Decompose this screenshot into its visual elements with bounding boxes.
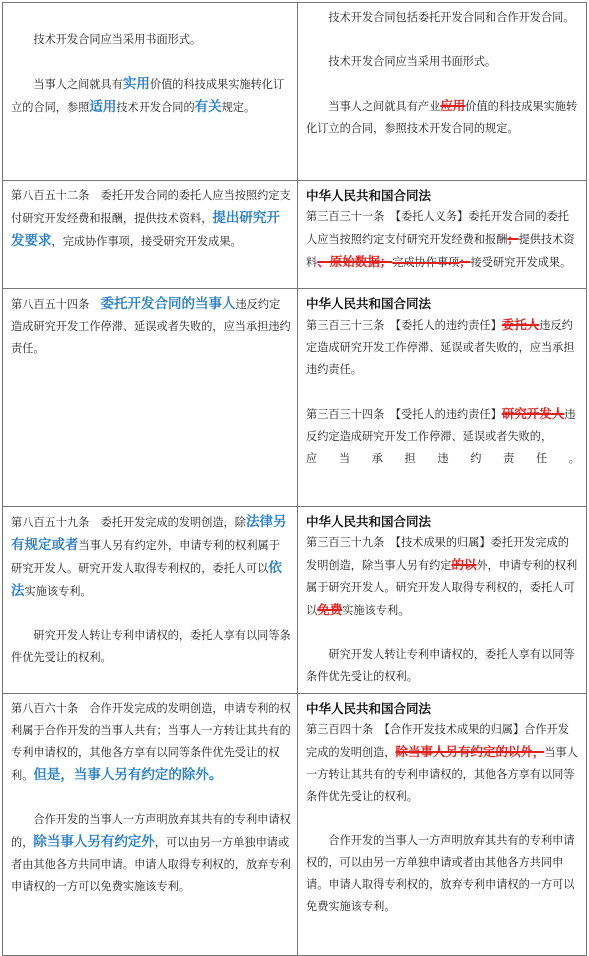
article-text: 第三百三十四条 【受托人的违约责任】研究开发人违反约定造成研究开发工作停滞、延误或者失败的， [306, 406, 576, 443]
revision-mark: ， [533, 745, 545, 759]
contract-law-cell [298, 181, 587, 289]
paragraph: 合作开发的当事人一方声明放弃其共有的专利申请权的，可以由另一方单独申请或者由其他各方共同申请。申请人取得专利权的，放弃专利申请权的一方可以免费实施该专利。 [306, 834, 575, 913]
paragraph: 技术开发合同应当采用书面形式。 [33, 33, 202, 46]
article-text: 应当承担违约责任。 [306, 452, 580, 465]
emphasis-text: 适用 [89, 99, 117, 115]
article-text: 第三百三十一条 【委托人义务】委托开发合同的委托人应当按照约定支付研究开发经费和报酬；提供技术资料、原始数据；完成协作事项；接受研究开发成果。 [306, 210, 575, 269]
article-text: 第八百五十九条 委托开发完成的发明创造，除法律另有规定或者当事人另有约定外，申请专利的权利属于研究开发人。研究开发人取得专利权的，委托人可以依法实施该专利。 [11, 514, 287, 599]
comparison-table [2, 2, 587, 956]
paragraph: 研究开发人转让专利申请权的，委托人享有以同等条件优先受让的权利。 [306, 648, 575, 683]
contract-law-cell [298, 694, 587, 956]
contract-law-cell [298, 3, 587, 181]
paragraph: 合作开发的当事人一方声明放弃其共有的专利申请权的，除当事人另有约定外，可以由另一方单独申请或者由其他各方共同申请。申请人取得专利权的，放弃专利申请权的一方可以免费实施该专利。 [11, 813, 291, 893]
civil-code-cell [3, 289, 298, 507]
emphasis-text: 依法 [11, 560, 282, 599]
table-row [3, 507, 587, 694]
revision-mark: 除当事人另有约定的以外 [395, 744, 534, 759]
revision-mark: 免费 [317, 602, 343, 617]
contract-law-cell [298, 507, 587, 694]
law-title: 中华人民共和国合同法 [306, 296, 432, 311]
emphasis-text: 除当事人另有约定外 [33, 834, 155, 850]
emphasis-text: 法律另有规定或者 [11, 514, 287, 553]
contract-law-cell [298, 289, 587, 507]
revision-mark: 委托人 [501, 317, 540, 332]
article-text: 第三百四十条 【合作开发技术成果的归属】合作开发完成的发明创造，除当事人另有约定的以外，当事人一方转让其共有的专利申请权的，其他各方享有以同等条件优先受让的权利。 [306, 723, 578, 803]
revision-mark: ； [507, 232, 519, 246]
table-row [3, 289, 587, 507]
emphasis-text: 提出研究开发要求 [11, 210, 280, 249]
table-row [3, 181, 587, 289]
table-row [3, 694, 587, 956]
law-title: 中华人民共和国合同法 [306, 188, 432, 203]
emphasis-text: 但是，当事人另有约定的除外。 [33, 767, 223, 783]
article-text: 第八百五十四条 委托开发合同的当事人违反约定造成研究开发工作停滞、延误或者失败的，应当承担违约责任。 [11, 296, 291, 355]
revision-mark: 研究开发人 [501, 406, 565, 421]
civil-code-cell [3, 3, 298, 181]
law-title: 中华人民共和国合同法 [306, 701, 432, 716]
revision-mark: 应用 [440, 98, 466, 113]
article-text: 第八百五十二条 委托开发合同的委托人应当按照约定支付研究开发经费和报酬，提供技术资料，提出研究开发要求，完成协作事项，接受研究开发成果。 [11, 189, 291, 249]
article-text: 第三百三十三条 【委托人的违约责任】委托人违反约定造成研究开发工作停滞、延误或者失败的，应当承担违约责任。 [306, 317, 575, 376]
paragraph: 当事人之间就具有产业应用价值的科技成果实施转化订立的合同，参照技术开发合同的规定。 [306, 98, 578, 135]
emphasis-text: 实用 [122, 76, 150, 92]
article-text: 第八百六十条 合作开发完成的发明创造，申请专利的权利属于合作开发的当事人共有；当事人一方转让其共有的专利申请权的，其他各方享有以同等条件优先受让的权利。但是，当事人另有约定的除外。 [11, 702, 291, 783]
article-text: 第三百三十九条 【技术成果的归属】委托开发完成的发明创造，除当事人另有约定的以外，申请专利的权利属于研究开发人。研究开发人取得专利权的，委托人可以免费实施该专利。 [306, 536, 578, 617]
paragraph: 当事人之间就具有实用价值的科技成果实施转化订立的合同，参照适用技术开发合同的有关规定。 [11, 76, 285, 115]
civil-code-cell [3, 694, 298, 956]
law-title: 中华人民共和国合同法 [306, 514, 432, 529]
revision-mark: 完成协作事项 [392, 256, 460, 269]
revision-mark: ； [459, 255, 471, 269]
emphasis-text: 委托开发合同的当事人 [100, 296, 236, 312]
revision-mark: 的以 [451, 557, 477, 572]
table-row [3, 3, 587, 181]
revision-mark: 、原始数据； [317, 254, 393, 269]
paragraph: 技术开发合同包括委托开发合同和合作开发合同。 [328, 11, 575, 24]
civil-code-cell [3, 507, 298, 694]
emphasis-text: 有关 [194, 99, 222, 115]
paragraph: 技术开发合同应当采用书面形式。 [328, 55, 497, 68]
civil-code-cell [3, 181, 298, 289]
paragraph: 研究开发人转让专利申请权的，委托人享有以同等条件优先受让的权利。 [11, 629, 291, 664]
